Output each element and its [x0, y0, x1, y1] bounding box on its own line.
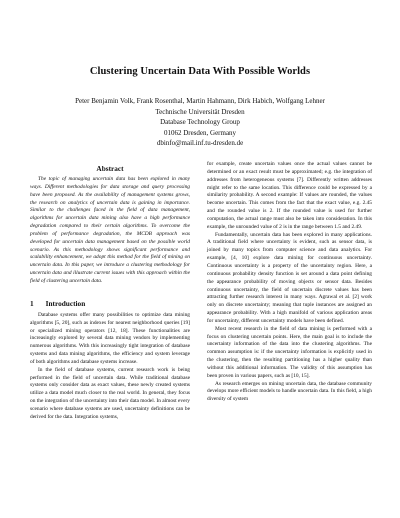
affiliation-university: Technische Universität Dresden	[155, 107, 245, 116]
abstract-heading: Abstract	[96, 164, 124, 173]
author-block	[0, 96, 400, 149]
section-title: Introduction	[45, 298, 86, 308]
author-list: Peter Benjamin Volk, Frank Rosenthal, Martin Hahmann, Dirk Habich, Wolfgang Lehner	[75, 97, 325, 105]
section-number: 1	[30, 298, 34, 308]
intro-paragraph-1: Database systems offer many possibilities to optimize data mining algorithms [5, 20], such as indexes for nearest neighborhood queries [19] or specialized mining operators [12, 18]. These functionalities are increasingly explored by several data mining vendors by implementing numerous algorithms. With this increasingly tight integration of database systems and data mining algorithms, the efficiency and system leverage of both algorithms and database systems increase.	[30, 311, 190, 365]
contact-email: dbinfo@mail.inf.tu-dresden.de	[156, 139, 244, 148]
abstract-text: The topic of managing uncertain data has been explored in many ways. Different methodologies for data storage and query processing have been proposed. As the availability of management systems grows, the research on analytics of uncertain data is gaining in importance. Similar to the challenges faced in the field of data management, algorithms for uncertain data mining also have a high performance degradation compared to their certain algorithms. To overcome the problem of performance degradation, the MCDB approach was developed for uncertain data management based on the possible world scenario. As this methodology shows significant performance and scalability enhancement, we adopt this method for the field of mining on uncertain data. In this paper, we introduce a clustering methodology for uncertain data and illustrate current issues with this approach within the field of clustering uncertain data.	[30, 176, 190, 284]
right-paragraph-1: for example, create uncertain values once the actual values cannot be determined or an exact result must be approximated; e.g. the integration of addresses from heterogeneous systems [7]. Differently written addresses might refer to the same location. This difference could be expressed by a similarity probability. A second example: If values are rounded, the values become uncertain. This comes from the fact that the exact value, e.g. 2.45 and the rounded value is 2. If the rounded value is used for further computation, the actual range must also be taken into consideration. In this example, the unrounded value of 2 is in the range between 1.5 and 2.49.	[207, 161, 372, 230]
affiliation-city: 01062 Dresden, Germany	[163, 128, 237, 137]
right-paragraph-3: Most recent research in the field of data mining is performed with a focus on clustering uncertain points. Here, the main goal is to include the uncertainty information of the data into the clustering algorithms. The common assumption is: if the uncertainty information is explicitly used in the clustering, then the resulting partitioning has a higher quality than without this additional information. The validity of this assumption has been proven in various papers, such as [10, 15].	[207, 325, 372, 379]
left-column	[30, 164, 190, 422]
paper-title: Clustering Uncertain Data With Possible Worlds	[89, 66, 311, 77]
right-column	[207, 161, 372, 404]
affiliation-group: Database Technology Group	[160, 118, 240, 127]
right-paragraph-4: As research emerges on mining uncertain data, the database community develops more efficient models to handle uncertain data. In this field, a high diversity of system	[207, 380, 372, 403]
right-paragraph-2: Fundamentally, uncertain data has been explored in many applications. A traditional field where uncertainty is evident, such as sensor data, is joined by many topics from computer science and data analytics. For example, [4, 10] explore data mining for continuous uncertainty. Continuous uncertainty is a property of the uncertainty region. Here, a continuous probability density function is set around a data point defining the appearance probability of moving objects or sensor data. Besides continuous uncertainty, the field of uncertain discrete values has been attracting further research interest in many ways. Agrawal et al. [2] work only on discrete uncertainty; meaning that tuple instances are assigned an appearance probability. With a high manifold of various application areas for uncertainty, different uncertainty models have been defined.	[207, 231, 372, 324]
section-heading-introduction	[30, 299, 190, 308]
intro-paragraph-2: In the field of database systems, current research work is being performed in the field of uncertain data. While traditional database systems only consider data as exact values, these newly created systems utilize a data model much closer to the real world. In general, they focus on the integration of the uncertainty into their data model. In almost every scenario where database systems are used, uncertainty definitions can be derived for the data. Integration systems,	[30, 366, 190, 420]
